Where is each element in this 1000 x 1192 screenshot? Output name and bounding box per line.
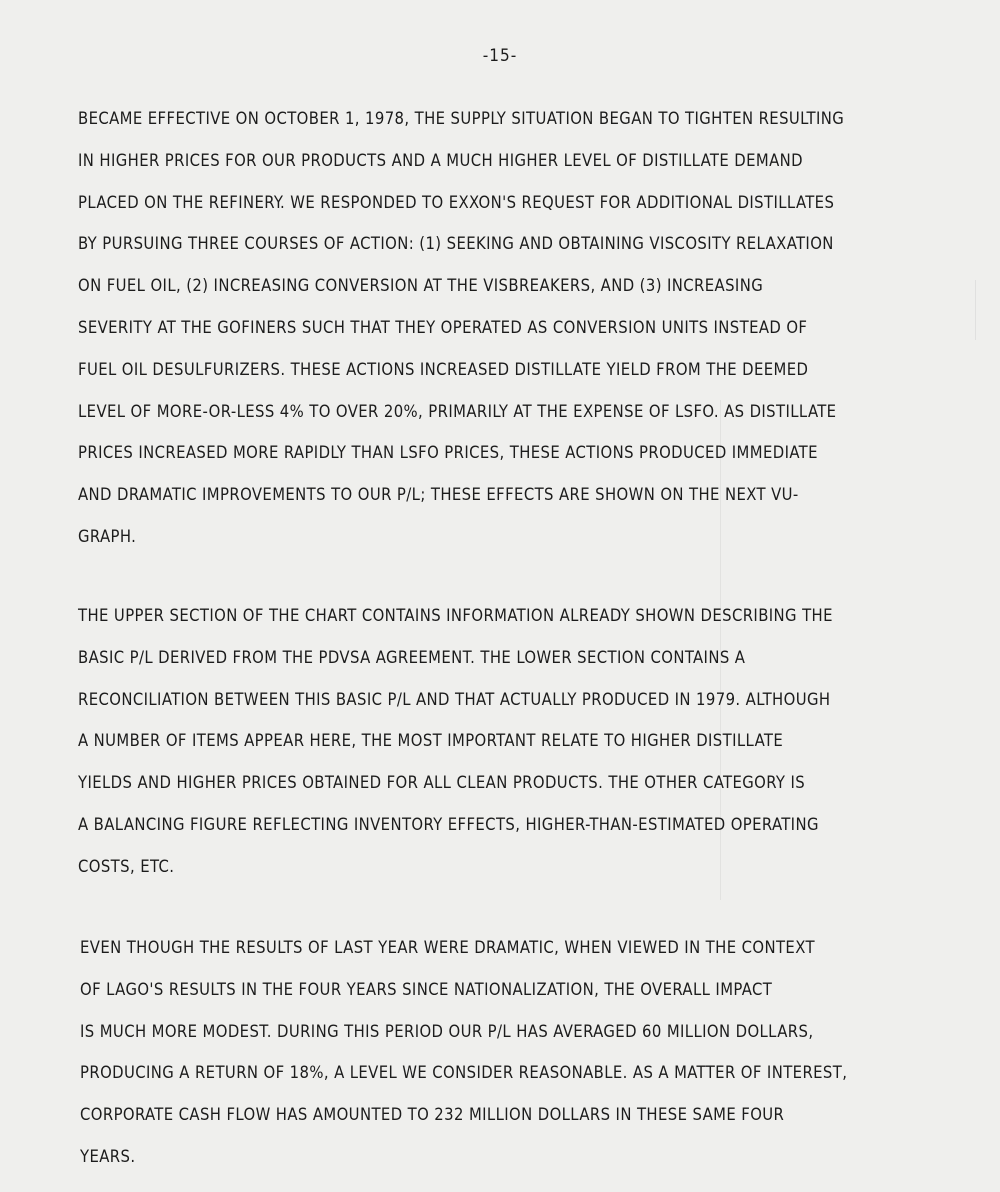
text-line: PLACED ON THE REFINERY. WE RESPONDED TO EXXON'S REQUEST FOR ADDITIONAL DISTILLATES bbox=[78, 192, 835, 212]
text-line: PRODUCING A RETURN OF 18%, A LEVEL WE CONSIDER REASONABLE. AS A MATTER OF INTEREST, bbox=[80, 1063, 848, 1083]
text-line: OF LAGO'S RESULTS IN THE FOUR YEARS SINCE NATIONALIZATION, THE OVERALL IMPACT bbox=[80, 979, 773, 999]
text-line: BY PURSUING THREE COURSES OF ACTION: (1) SEEKING AND OBTAINING VISCOSITY RELAXATION bbox=[78, 234, 834, 254]
text-line: SEVERITY AT THE GOFINERS SUCH THAT THEY OPERATED AS CONVERSION UNITS INSTEAD OF bbox=[78, 317, 808, 337]
text-line: FUEL OIL DESULFURIZERS. THESE ACTIONS INCREASED DISTILLATE YIELD FROM THE DEEMED bbox=[78, 359, 809, 379]
paragraph-3 bbox=[80, 938, 980, 1189]
text-line: THE UPPER SECTION OF THE CHART CONTAINS INFORMATION ALREADY SHOWN DESCRIBING THE bbox=[78, 606, 833, 625]
text-line: BASIC P/L DERIVED FROM THE PDVSA AGREEMENT. THE LOWER SECTION CONTAINS A bbox=[78, 647, 746, 667]
page-number: -15- bbox=[482, 46, 518, 66]
text-line: A BALANCING FIGURE REFLECTING INVENTORY EFFECTS, HIGHER-THAN-ESTIMATED OPERATING bbox=[78, 814, 819, 834]
text-line: RECONCILIATION BETWEEN THIS BASIC P/L AND THAT ACTUALLY PRODUCED IN 1979. ALTHOUGH bbox=[78, 689, 831, 709]
text-line: CORPORATE CASH FLOW HAS AMOUNTED TO 232 MILLION DOLLARS IN THESE SAME FOUR bbox=[80, 1105, 785, 1125]
paragraph-2 bbox=[78, 606, 978, 899]
text-line: AND DRAMATIC IMPROVEMENTS TO OUR P/L; THESE EFFECTS ARE SHOWN ON THE NEXT VU- bbox=[78, 485, 799, 505]
text-line: COSTS, ETC. bbox=[78, 856, 175, 876]
text-line: A NUMBER OF ITEMS APPEAR HERE, THE MOST IMPORTANT RELATE TO HIGHER DISTILLATE bbox=[78, 731, 784, 751]
paragraph-1 bbox=[78, 109, 978, 569]
text-line: YIELDS AND HIGHER PRICES OBTAINED FOR ALL CLEAN PRODUCTS. THE OTHER CATEGORY IS bbox=[78, 773, 806, 793]
text-line: ON FUEL OIL, (2) INCREASING CONVERSION AT THE VISBREAKERS, AND (3) INCREASING bbox=[78, 276, 764, 296]
text-line: IS MUCH MORE MODEST. DURING THIS PERIOD OUR P/L HAS AVERAGED 60 MILLION DOLLARS, bbox=[80, 1021, 814, 1041]
text-line: IN HIGHER PRICES FOR OUR PRODUCTS AND A MUCH HIGHER LEVEL OF DISTILLATE DEMAND bbox=[78, 150, 803, 170]
text-line: BECAME EFFECTIVE ON OCTOBER 1, 1978, THE SUPPLY SITUATION BEGAN TO TIGHTEN RESULTING bbox=[78, 109, 845, 128]
text-line: LEVEL OF MORE-OR-LESS 4% TO OVER 20%, PRIMARILY AT THE EXPENSE OF LSFO. AS DISTILLATE bbox=[78, 401, 837, 421]
text-line: PRICES INCREASED MORE RAPIDLY THAN LSFO PRICES, THESE ACTIONS PRODUCED IMMEDIATE bbox=[78, 443, 818, 463]
text-line: GRAPH. bbox=[78, 526, 137, 546]
text-line: EVEN THOUGH THE RESULTS OF LAST YEAR WERE DRAMATIC, WHEN VIEWED IN THE CONTEXT bbox=[80, 938, 815, 957]
text-line: YEARS. bbox=[80, 1146, 136, 1166]
